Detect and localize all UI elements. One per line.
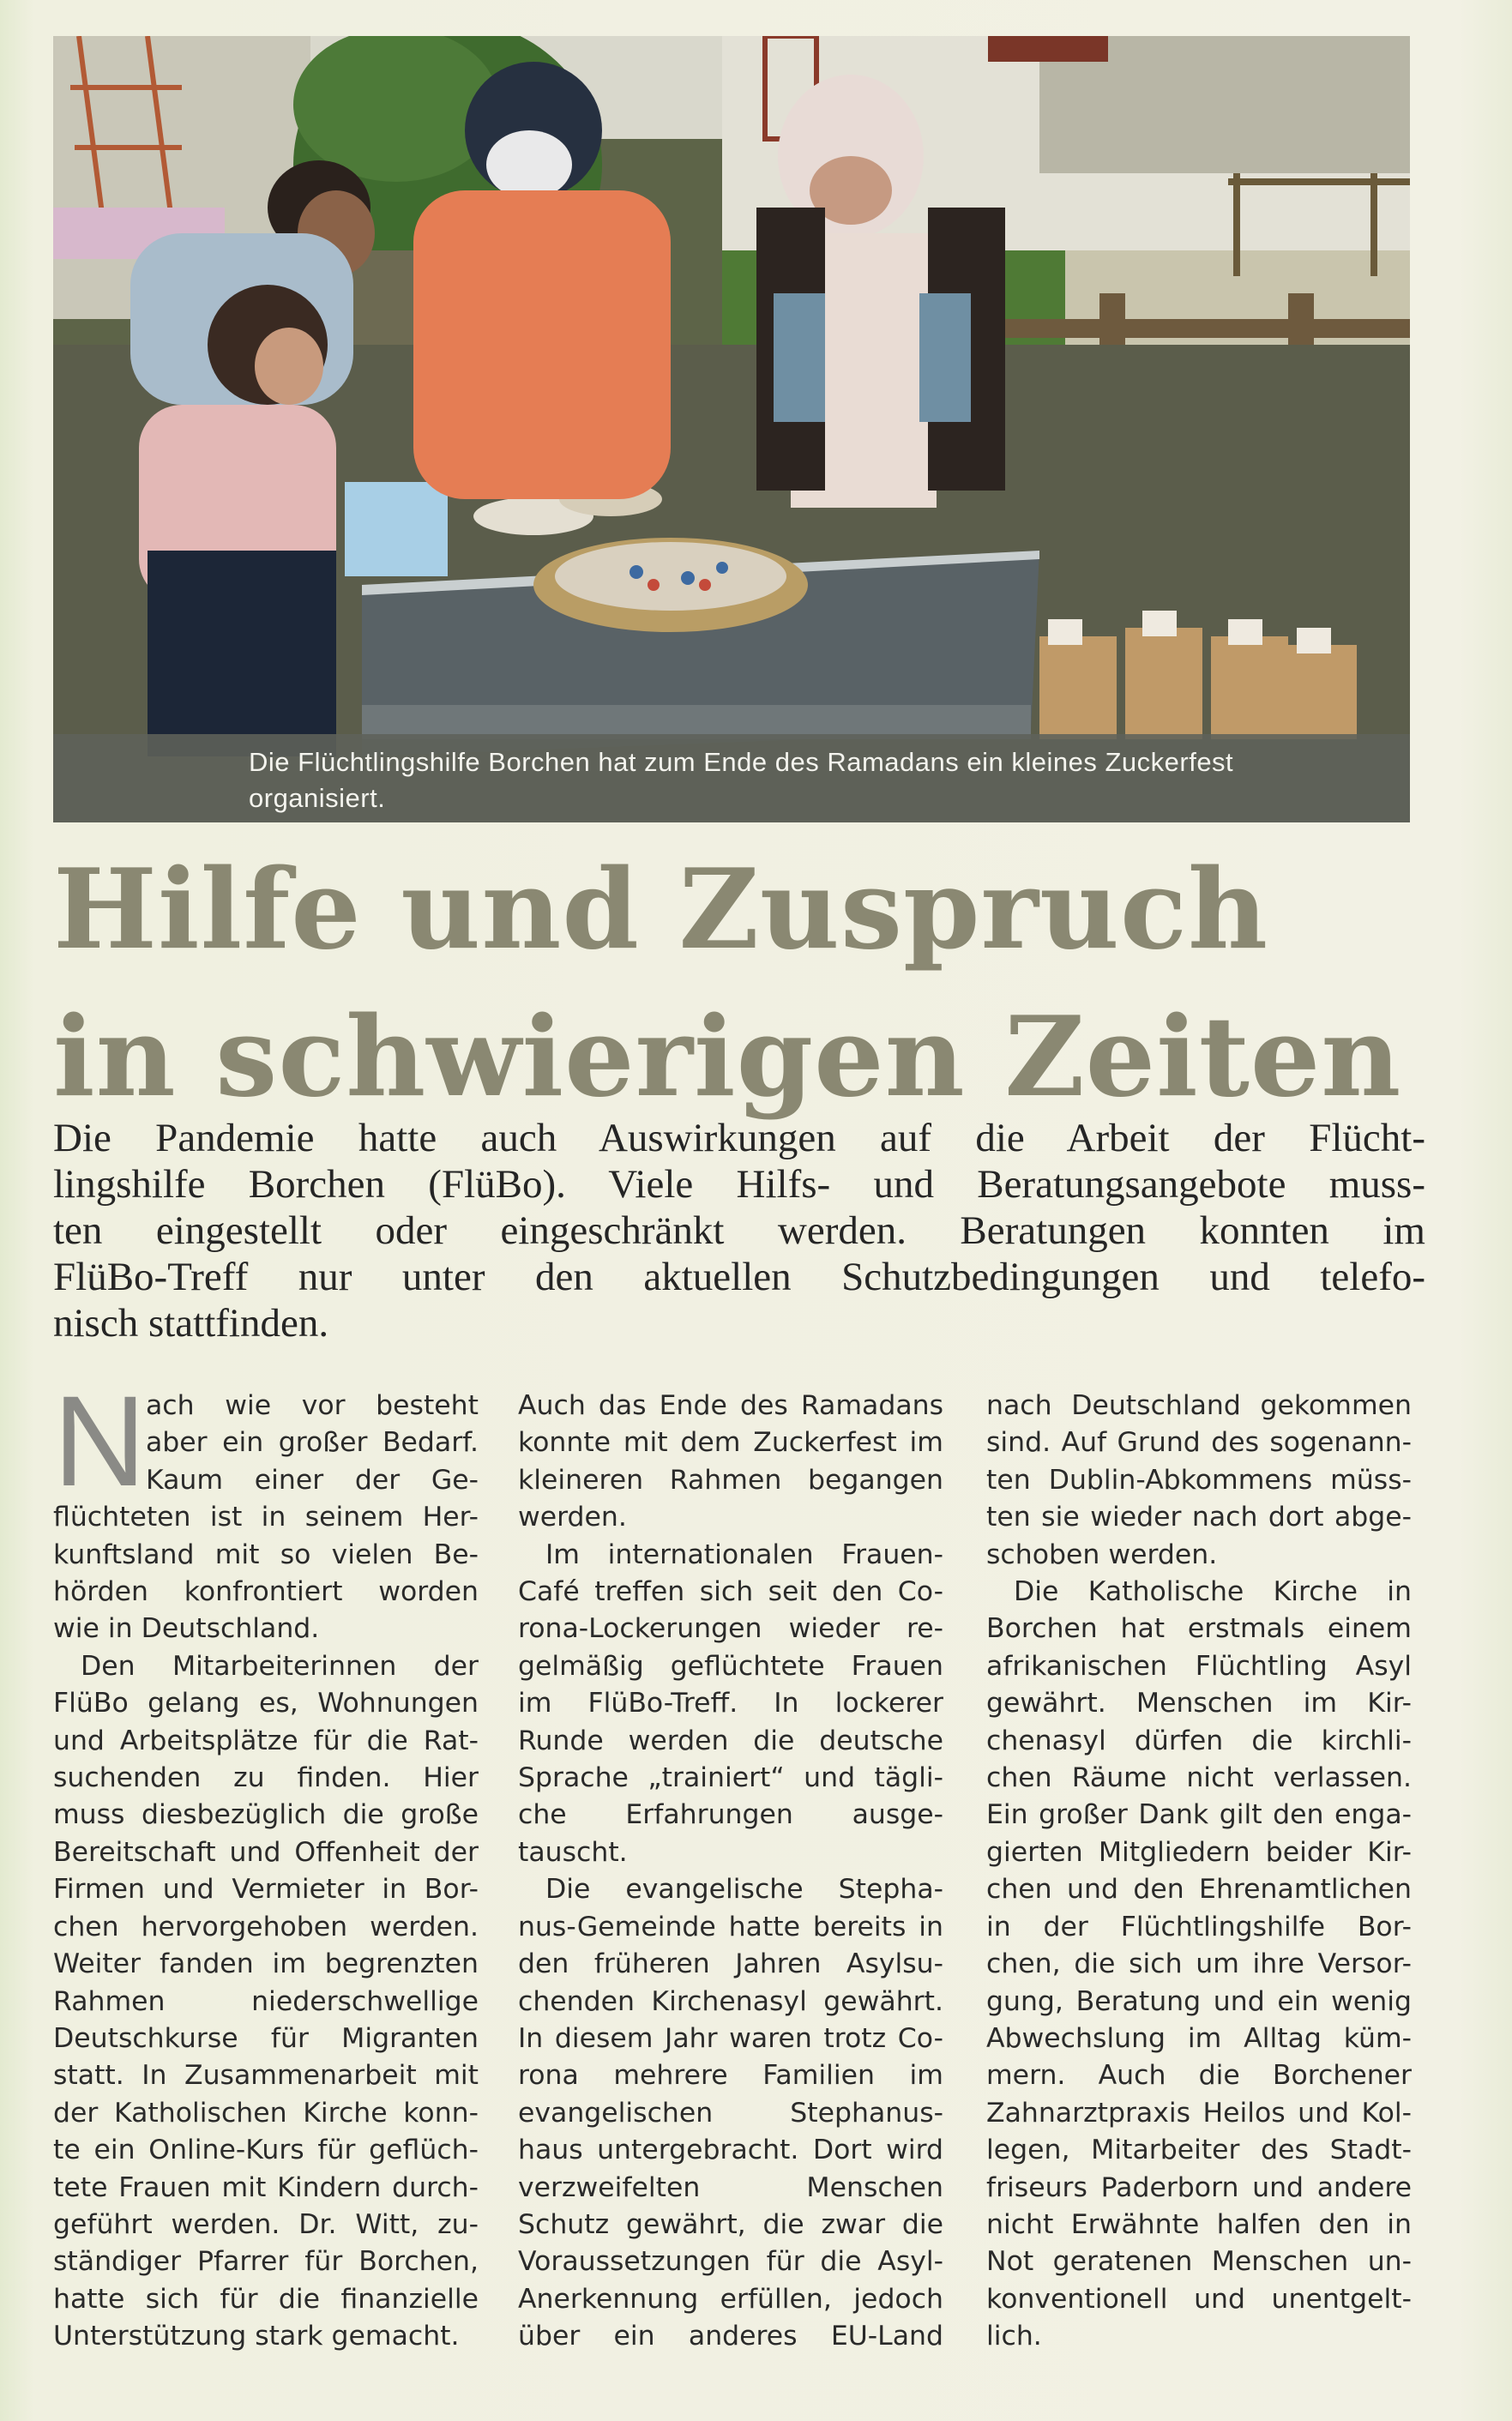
column-line: über ein anderes EU-Land <box>518 2321 943 2352</box>
column-line: chen hervorgehoben werden. <box>53 1911 479 1942</box>
column-line: Voraussetzungen für die Asyl- <box>518 2246 943 2278</box>
column-line: rona mehrere Familien im <box>518 2060 943 2092</box>
drop-cap: N <box>53 1369 147 1513</box>
article-column-1 <box>53 1388 479 2356</box>
caption-line-1: Die Flüchtlingshilfe Borchen hat zum Ende des Ramadans ein kleines Zuckerfest <box>249 747 1234 777</box>
column-line: Abwechslung im Alltag küm- <box>986 2022 1412 2054</box>
column-line: chen, die sich um ihre Versor- <box>986 1948 1412 1980</box>
column-line: ach wie vor besteht <box>146 1390 479 1421</box>
column-line: te ein Online-Kurs für geflüch- <box>53 2135 479 2166</box>
column-line: Im internationalen Frauen- <box>545 1539 943 1570</box>
column-line: Die evangelische Stepha- <box>545 1874 943 1906</box>
column-line: Café treffen sich seit den Co- <box>518 1576 943 1608</box>
column-line: che Erfahrungen ausge- <box>518 1799 943 1831</box>
column-line: gung, Beratung und ein wenig <box>986 1985 1412 2017</box>
column-line: chenasyl dürfen die kirchli- <box>986 1725 1412 1756</box>
column-line: kleineren Rahmen begangen <box>518 1464 943 1496</box>
headline-line-2: in schwierigen Zeiten <box>53 993 1402 1122</box>
column-line: statt. In Zusammenarbeit mit <box>53 2060 479 2092</box>
column-line: Schutz gewährt, die zwar die <box>518 2208 943 2240</box>
lead-line: nisch stattfinden. <box>53 1301 329 1346</box>
column-line: Auch das Ende des Ramadans <box>518 1390 943 1421</box>
column-line: chenden Kirchenasyl gewährt. <box>518 1985 943 2017</box>
caption-line-2: organisiert. <box>249 783 386 813</box>
column-line: Firmen und Vermieter in Bor- <box>53 1874 479 1906</box>
column-line: Weiter fanden im begrenzten <box>53 1948 479 1980</box>
article-column-3 <box>986 1388 1412 2356</box>
column-line: In diesem Jahr waren trotz Co- <box>518 2022 943 2054</box>
column-line: ten Dublin-Abkommens müss- <box>986 1464 1412 1496</box>
lead-paragraph <box>53 1115 1425 1346</box>
column-line: gewährt. Menschen im Kir- <box>986 1688 1412 1719</box>
column-line: Zahnarztpraxis Heilos und Kol- <box>986 2097 1412 2129</box>
column-line: Die Katholische Kirche in <box>1014 1576 1412 1608</box>
column-line: chen und den Ehrenamtlichen <box>986 1874 1412 1906</box>
column-line: hatte sich für die finanzielle <box>53 2283 479 2315</box>
column-line: wie in Deutschland. <box>53 1613 320 1645</box>
column-line: suchenden zu finden. Hier <box>53 1762 479 1794</box>
column-line: in der Flüchtlingshilfe Bor- <box>986 1911 1412 1942</box>
column-line: ständiger Pfarrer für Borchen, <box>53 2246 479 2278</box>
column-line: mern. Auch die Borchener <box>986 2060 1412 2092</box>
photo-illustration <box>53 36 1410 822</box>
lead-line: lingshilfe Borchen (FlüBo). Viele Hilfs- und Beratungsangebote muss- <box>53 1162 1425 1207</box>
column-line: Bereitschaft und Offenheit der <box>53 1836 479 1868</box>
column-line: evangelischen Stephanus- <box>518 2097 943 2129</box>
column-line: gierten Mitgliedern beider Kir- <box>986 1836 1412 1868</box>
column-line: Unterstützung stark gemacht. <box>53 2321 460 2352</box>
column-line: geführt werden. Dr. Witt, zu- <box>53 2208 479 2240</box>
column-line: friseurs Paderborn und andere <box>986 2171 1412 2203</box>
column-line: chen Räume nicht verlassen. <box>986 1762 1412 1794</box>
column-line: FlüBo gelang es, Wohnungen <box>53 1688 479 1719</box>
article-headline <box>53 836 1425 1131</box>
column-line: verzweifelten Menschen <box>518 2171 943 2203</box>
column-line: Den Mitarbeiterinnen der <box>81 1650 479 1682</box>
lead-line: ten eingestellt oder eingeschränkt werden. Beratungen konnten im <box>53 1208 1425 1253</box>
column-line: und Arbeitsplätze für die Rat- <box>53 1725 479 1756</box>
column-line: tauscht. <box>518 1836 628 1868</box>
column-line: flüchteten ist in seinem Her- <box>53 1502 479 1533</box>
column-line: Ein großer Dank gilt den enga- <box>986 1799 1412 1831</box>
column-line: nus-Gemeinde hatte bereits in <box>518 1911 943 1942</box>
column-line: im FlüBo-Treff. In lockerer <box>518 1688 943 1719</box>
column-line: konnte mit dem Zuckerfest im <box>518 1427 943 1459</box>
column-line: schoben werden. <box>986 1539 1218 1570</box>
column-line: aber ein großer Bedarf. <box>146 1427 479 1459</box>
column-line: Not geratenen Menschen un- <box>986 2246 1412 2278</box>
headline-line-1: Hilfe und Zuspruch <box>53 846 1268 974</box>
column-line: kunftsland mit so vielen Be- <box>53 1539 479 1570</box>
column-line: muss diesbezüglich die große <box>53 1799 479 1831</box>
column-line: nicht Erwähnte halfen den in <box>986 2208 1412 2240</box>
column-line: tete Frauen mit Kindern durch- <box>53 2171 479 2203</box>
column-line: Borchen hat erstmals einem <box>986 1613 1412 1645</box>
column-line: der Katholischen Kirche konn- <box>53 2097 479 2129</box>
column-line: afrikanischen Flüchtling Asyl <box>986 1650 1412 1682</box>
column-line: ten sie wieder nach dort abge- <box>986 1502 1412 1533</box>
article-column-2 <box>518 1388 943 2356</box>
column-line: werden. <box>518 1502 627 1533</box>
column-line: Rahmen niederschwellige <box>53 1985 479 2017</box>
column-line: legen, Mitarbeiter des Stadt- <box>986 2135 1412 2166</box>
column-line: haus untergebracht. Dort wird <box>518 2135 943 2166</box>
column-line: Sprache „trainiert“ und tägli- <box>518 1762 943 1794</box>
column-line: konventionell und unentgelt- <box>986 2283 1412 2315</box>
column-line: den früheren Jahren Asylsu- <box>518 1948 943 1980</box>
photo-caption <box>53 734 1410 822</box>
column-line: Anerkennung erfüllen, jedoch <box>518 2283 943 2315</box>
lead-line: Die Pandemie hatte auch Auswirkungen auf die Arbeit der Flücht- <box>53 1116 1425 1160</box>
column-line: hörden konfrontiert worden <box>53 1576 479 1608</box>
article-photo <box>53 36 1410 822</box>
column-line: sind. Auf Grund des sogenann- <box>986 1427 1412 1459</box>
column-line: Runde werden die deutsche <box>518 1725 943 1756</box>
column-line: gelmäßig geflüchtete Frauen <box>518 1650 943 1682</box>
lead-line: FlüBo-Treff nur unter den aktuellen Schutzbedingungen und telefo- <box>53 1255 1425 1299</box>
column-line: Kaum einer der Ge- <box>146 1464 479 1496</box>
column-line: lich. <box>986 2321 1042 2352</box>
column-line: Deutschkurse für Migranten <box>53 2022 479 2054</box>
column-line: rona-Lockerungen wieder re- <box>518 1613 943 1645</box>
column-line: nach Deutschland gekommen <box>986 1390 1412 1421</box>
